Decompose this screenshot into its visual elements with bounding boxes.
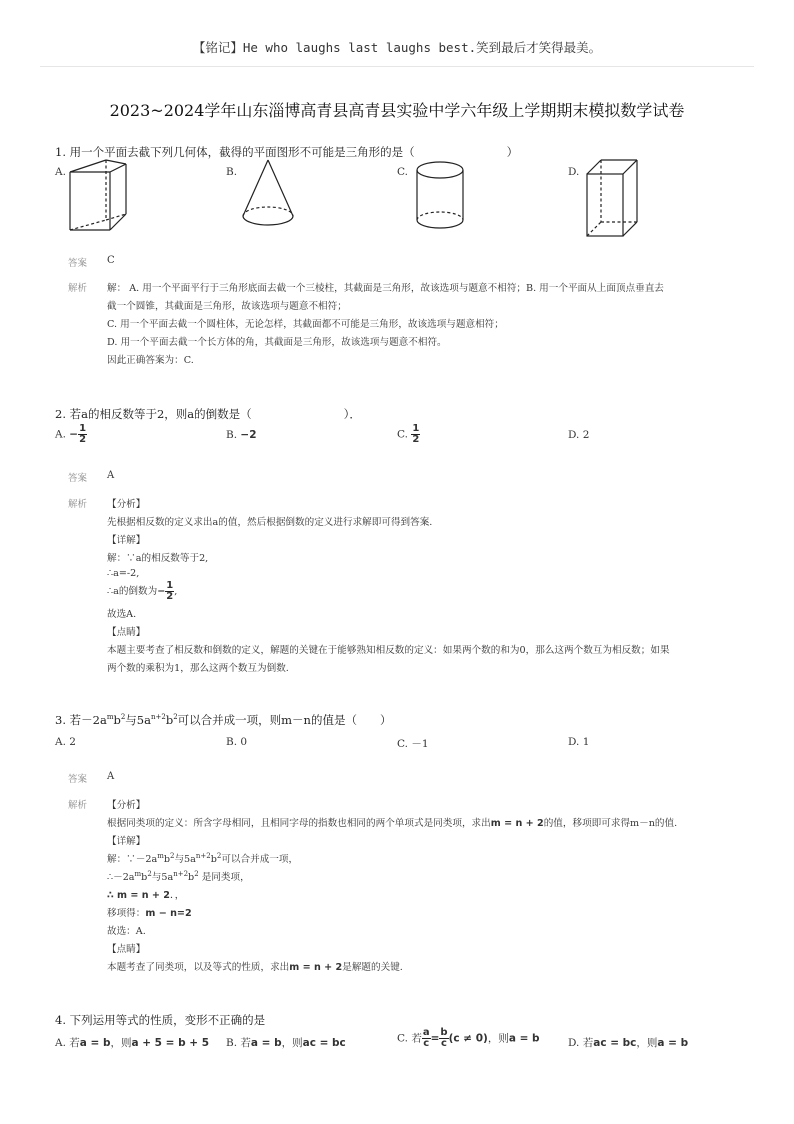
q3-stem-exponent: n+2 [150, 713, 166, 722]
q1-option-c-label: C. [397, 166, 408, 178]
q4-math: a = b [79, 1037, 111, 1049]
q2-line-prefix: ∴a的倒数为 [107, 586, 158, 597]
cone-icon [240, 158, 296, 238]
q3-line-text: ．， [169, 890, 185, 901]
q2-option-c-prefix: C. [397, 428, 412, 441]
q2-option-d: D. 2 [568, 429, 590, 441]
q2-analysis-line: 先根据相反数的定义求出a的值，然后根据倒数的定义进行求解即可得到答案. [107, 517, 433, 528]
q2-heading: 【分析】 [107, 499, 146, 510]
q1-analysis-line: D. 用一个平面去截一个长方体的角，其截面是三角形，故该选项与题意不相符。 [107, 337, 447, 348]
fraction-denominator: c [441, 1038, 447, 1049]
q3-line-math: m = n + 2 [490, 818, 544, 829]
q3-line-math: m − n=2 [145, 908, 192, 919]
q3-option-b: B. 0 [226, 736, 248, 748]
q2-line-suffix: , [174, 586, 178, 597]
q1-analysis-line: C. 用一个平面去截一个圆柱体，无论怎样，其截面都不可能是三角形，故该选项与题意相符； [107, 319, 504, 330]
q3-line-text: 的值，移项即可求得m－n的值. [543, 818, 678, 829]
q3-option-a: A. 2 [55, 736, 76, 748]
q4-math: ac = bc [302, 1037, 346, 1049]
q1-option-a-label: A. [55, 166, 66, 178]
q3-analysis-line: 故选：A. [107, 926, 146, 937]
q2-analysis-line: 两个数的乘积为1，那么这两个数互为倒数. [107, 663, 289, 674]
q3-analysis-line: $\therefore-2a^mb^2$与$5a^{n+2}b^2$ 是同类项， [107, 869, 250, 883]
q1-analysis-line: 截一个圆锥，其截面是三角形，故该选项与题意不相符； [107, 301, 347, 312]
q4-option-a [55, 1035, 209, 1050]
q3-stem-exponent: 2 [120, 713, 126, 722]
q2-option-c [397, 424, 420, 445]
page-title: 2023~2024学年山东淄博高青县高青县实验中学六年级上学期期末模拟数学试卷 [109, 101, 685, 120]
q2-option-b-value: −2 [240, 429, 257, 441]
q4-option-b [226, 1035, 346, 1050]
q2-analysis-line: ∴a=-2, [107, 568, 140, 579]
q3-answer-label: 答案 [68, 774, 88, 785]
fraction-numerator: a [422, 1027, 430, 1038]
q4-text: D. 若 [568, 1037, 594, 1049]
q4-math: a = b [657, 1037, 689, 1049]
q2-answer-label: 答案 [68, 473, 88, 484]
q2-heading: 【详解】 [107, 535, 146, 546]
q3-heading: 【详解】 [107, 836, 146, 847]
q4-math: a + 5 = b + 5 [131, 1037, 210, 1049]
q1-option-b-label: B. [226, 166, 238, 178]
q4-text: A. 若 [55, 1037, 80, 1049]
q1-answer: C [107, 255, 115, 266]
fraction-numerator: 1 [79, 423, 87, 434]
fraction-numerator: b [440, 1027, 448, 1038]
q4-text: ，则 [487, 1032, 509, 1045]
q4-option-c [397, 1028, 540, 1049]
q3-line-math: ∴ m = n + 2 [107, 890, 170, 901]
q3-stem-part: 与5a [125, 713, 151, 727]
q1-stem: 1. 用一个平面去截下列几何体，截得的平面图形不可能是三角形的是（ ） [55, 145, 519, 159]
header-divider [40, 66, 754, 67]
q2-answer: A [107, 470, 115, 481]
q4-math: (c ≠ 0) [448, 1032, 488, 1045]
q3-line-text: 本题考查了同类项，以及等式的性质，求出 [107, 962, 290, 973]
q2-option-a-fraction [78, 424, 87, 445]
q2-stem: 2. 若a的相反数等于2，则a的倒数是（ ）． [55, 407, 361, 421]
q3-line-text: 根据同类项的定义：所含字母相同，且相同字母的指数也相同的两个单项式是同类项，求出 [107, 818, 491, 829]
q1-analysis-label: 解析 [68, 283, 88, 294]
q3-analysis-line [107, 905, 192, 919]
fraction-denominator: 2 [166, 591, 174, 602]
q2-option-a [55, 424, 87, 445]
q2-analysis-line: 故选A. [107, 609, 137, 620]
fraction-denominator: c [423, 1038, 430, 1049]
q2-option-a-sign: − [69, 428, 79, 441]
q4-math: a = b [508, 1032, 540, 1045]
q3-line-math: m = n + 2 [289, 962, 343, 973]
q3-stem [55, 712, 391, 728]
q2-option-b-prefix: B. [226, 429, 241, 441]
q2-option-b [226, 429, 257, 441]
fraction-numerator: 1 [166, 580, 174, 591]
q4-text: C. 若 [397, 1032, 422, 1045]
q3-stem-exponent: m [106, 713, 114, 722]
q4-text: ，则 [110, 1037, 132, 1049]
q2-analysis-line [107, 581, 177, 602]
q4-text: ，则 [636, 1037, 658, 1049]
cuboid-icon [584, 156, 640, 240]
q2-analysis-label: 解析 [68, 499, 88, 510]
q3-line-text: 移项得： [107, 908, 146, 919]
q3-option-d: D. 1 [568, 736, 590, 748]
q3-heading: 【分析】 [107, 800, 146, 811]
q2-line-sign: − [157, 586, 166, 597]
q3-stem-exponent: 2 [173, 713, 178, 722]
q3-line-text: 是解题的关键. [342, 962, 403, 973]
q1-option-d-label: D. [568, 166, 580, 178]
q4-stem: 4. 下列运用等式的性质，变形不正确的是 [55, 1013, 266, 1027]
q3-stem-part: b [113, 713, 121, 727]
motto-line: 【铭记】He who laughs last laughs best.笑到最后才笑得最美。 [192, 40, 602, 55]
fraction-denominator: 2 [412, 434, 420, 445]
q4-text: B. 若 [226, 1037, 251, 1049]
q4-fraction [439, 1028, 448, 1049]
q2-option-a-prefix: A. [55, 428, 70, 441]
q4-math: ac = bc [593, 1037, 637, 1049]
q2-line-fraction [165, 581, 174, 602]
q3-analysis-line: 解：$\because-2a^mb^2$与$5a^{n+2}b^2$可以合并成一项， [107, 851, 299, 865]
q2-analysis-line: 解：∵a的相反数等于2, [107, 553, 209, 564]
q3-stem-part: b [165, 713, 174, 727]
fraction-numerator: 1 [412, 423, 420, 434]
q2-option-c-fraction [411, 424, 420, 445]
fraction-denominator: 2 [79, 434, 87, 445]
q3-heading: 【点睛】 [107, 944, 146, 955]
cylinder-icon [413, 158, 467, 238]
q3-stem-part: 可以合并成一项，则m－n的值是（ ） [177, 713, 392, 727]
q1-analysis-line: 解： A. 用一个平面平行于三角形底面去截一个三棱柱，其截面是三角形，故该选项与题意不相符；B. 用一个平面从上面顶点垂直去 [107, 283, 664, 294]
q4-text: ，则 [281, 1037, 303, 1049]
q4-math: = [430, 1032, 440, 1045]
q2-heading: 【点睛】 [107, 627, 146, 638]
q3-analysis-label: 解析 [68, 800, 88, 811]
q4-option-d [568, 1035, 688, 1050]
triangular-prism-icon [66, 158, 130, 238]
q3-analysis-line [107, 887, 184, 901]
q3-analysis-line [107, 815, 677, 829]
q3-stem-part: 3. 若－2a [55, 713, 107, 727]
q1-analysis-line: 因此正确答案为：C. [107, 355, 194, 366]
q4-fraction [422, 1028, 431, 1049]
q1-answer-label: 答案 [68, 258, 88, 269]
q3-analysis-line [107, 959, 403, 973]
q4-math: a = b [250, 1037, 282, 1049]
q3-option-c: C. －1 [397, 738, 429, 750]
q3-answer: A [107, 771, 115, 782]
q2-analysis-line: 本题主要考查了相反数和倒数的定义，解题的关键在于能够熟知相反数的定义：如果两个数的和为0，那么这两个数互为相反数；如果 [107, 645, 670, 656]
